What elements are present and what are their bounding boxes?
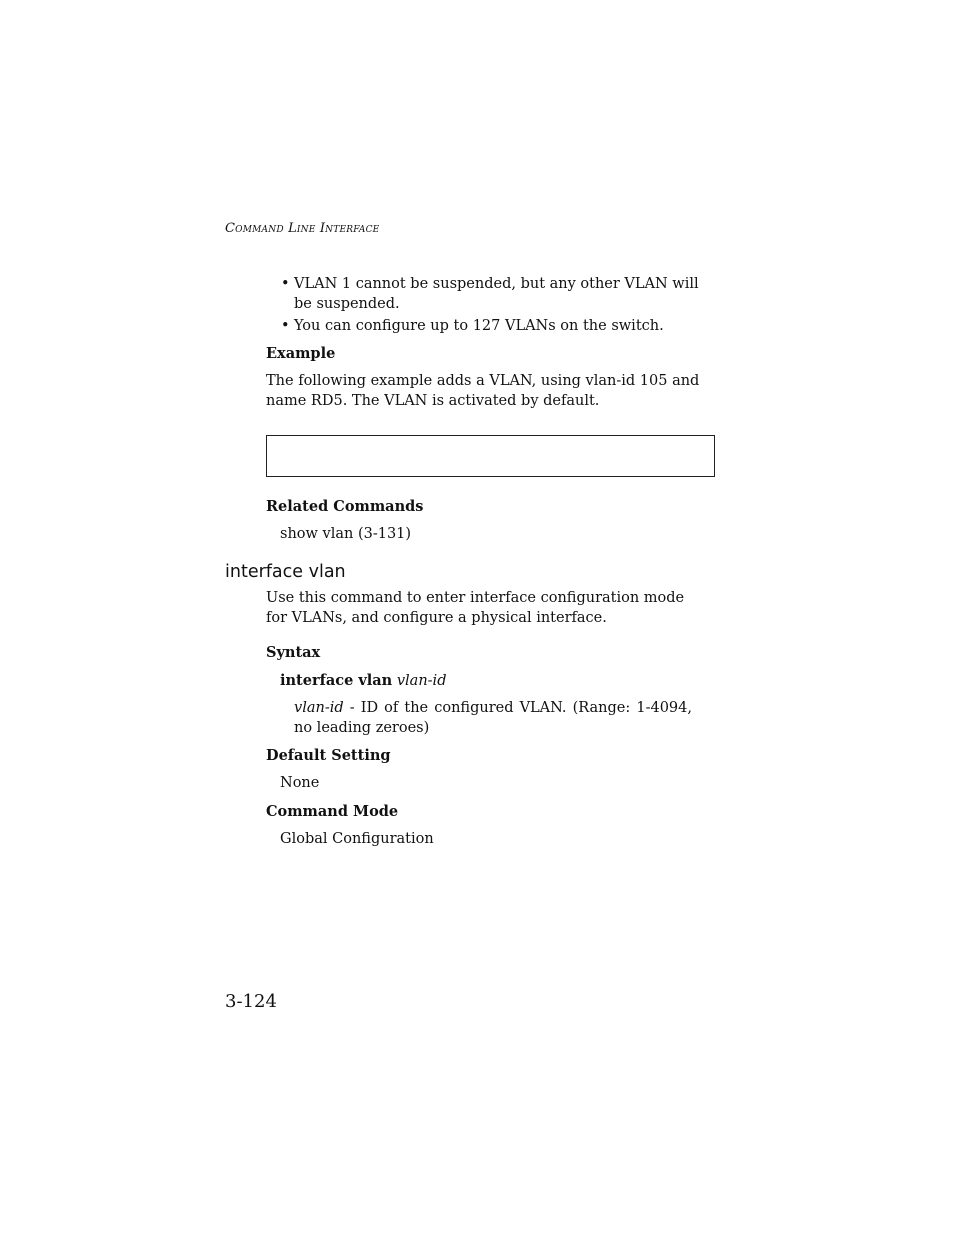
section-description: Use this command to enter interface configuration mode for VLANs, and configure a physical interface. [266, 590, 685, 626]
param-text: - ID of the configured VLAN. (Range: 1-4094, no leading zeroes) [294, 700, 692, 736]
default-setting-heading: Default Setting [266, 747, 391, 764]
param-description [294, 699, 692, 738]
related-commands-heading: Related Commands [266, 498, 424, 515]
syntax-heading: Syntax [266, 644, 321, 661]
list-item: • VLAN 1 cannot be suspended, but any other VLAN will be suspended. [281, 275, 721, 314]
section-title: interface vlan [225, 562, 346, 582]
example-heading: Example [266, 345, 336, 362]
default-setting-value: None [280, 775, 320, 791]
syntax-command: interface vlan [280, 672, 393, 689]
notes-bullet-list [281, 275, 721, 340]
example-code-box [266, 435, 715, 477]
related-command-link: show vlan (3-131) [280, 526, 412, 542]
running-header: Command Line Interface [225, 221, 380, 236]
command-mode-heading: Command Mode [266, 803, 399, 820]
page-number: 3-124 [225, 991, 277, 1012]
param-name: vlan-id [294, 700, 344, 716]
syntax-line [280, 671, 446, 692]
list-item: • You can configure up to 127 VLANs on the switch. [281, 317, 721, 337]
example-text: The following example adds a VLAN, using vlan-id 105 and name RD5. The VLAN is activated by default. [266, 373, 700, 409]
syntax-param: vlan-id [396, 673, 447, 689]
command-mode-value: Global Configuration [280, 831, 434, 847]
